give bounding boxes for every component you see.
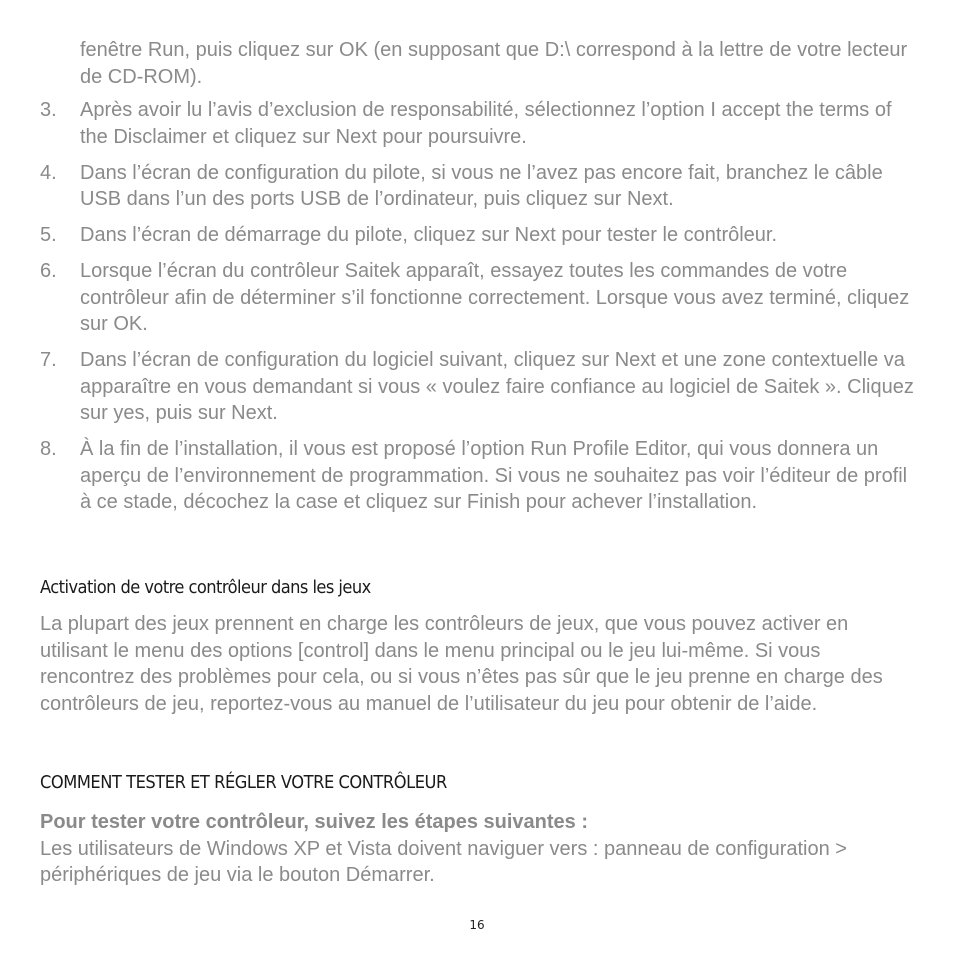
test-heading: COMMENT TESTER ET RÉGLER VOTRE CONTRÔLEUR: [40, 773, 447, 793]
page-number: 16: [469, 918, 485, 932]
test-body: Les utilisateurs de Windows XP et Vista doivent naviguer vers : panneau de configuration > périphériques de jeu via le bouton Démarrer.: [40, 837, 847, 886]
step-number: 7.: [40, 349, 57, 371]
list-item: [40, 222, 920, 249]
activation-paragraph: La plupart des jeux prennent en charge les contrôleurs de jeux, que vous pouvez activer en utilisant le menu des options [control] dans le menu principal ou le jeu lui-même. Si vous rencontrez des problèmes pour cela, ou si vous n’êtes pas sûr que le jeu prenne en charge des contrôleurs de jeu, reportez-vous au manuel de l’utilisateur du jeu pour obtenir de l’aide.: [40, 613, 883, 715]
continuation-text: fenêtre Run, puis cliquez sur OK (en supposant que D:\ correspond à la lettre de votre lecteur de CD-ROM).: [80, 39, 908, 88]
step-number: 6.: [40, 260, 57, 282]
step-text: À la fin de l’installation, il vous est proposé l’option Run Profile Editor, qui vous donnera un aperçu de l’environnement de programmation. Si vous ne souhaitez pas voir l’éditeur de profil à ce stade, décochez la case et cliquez sur Finish pour achever l’installation.: [80, 438, 908, 513]
list-item: [40, 258, 920, 338]
list-item: [40, 97, 920, 150]
test-paragraph: [40, 809, 920, 889]
step-number: 5.: [40, 224, 57, 246]
activation-heading: Activation de votre contrôleur dans les jeux: [40, 578, 371, 598]
step-number: 4.: [40, 161, 57, 184]
step-text: Dans l’écran de configuration du pilote, si vous ne l’avez pas encore fait, branchez le câble USB dans l’un des ports USB de l’ordinateur, puis cliquez sur Next.: [80, 161, 883, 210]
test-intro-bold: Pour tester votre contrôleur, suivez les étapes suivantes :: [40, 811, 588, 833]
step-number: 8.: [40, 438, 57, 460]
list-item: [40, 436, 920, 516]
step-text: Après avoir lu l’avis d’exclusion de responsabilité, sélectionnez l’option I accept the terms of the Disclaimer et cliquez sur Next pour poursuivre.: [80, 99, 892, 148]
step-text: Dans l’écran de démarrage du pilote, cliquez sur Next pour tester le contrôleur.: [80, 224, 778, 246]
step-text: Dans l’écran de configuration du logiciel suivant, cliquez sur Next et une zone contextuelle va apparaître en vous demandant si vous « voulez faire confiance au logiciel de Saitek ». Cliquez sur yes, puis sur Next.: [80, 349, 914, 424]
list-item: [40, 347, 920, 427]
installation-steps: [40, 97, 920, 525]
step-text: Lorsque l’écran du contrôleur Saitek apparaît, essayez toutes les commandes de votre contrôleur afin de déterminer s’il fonctionne correctement. Lorsque vous avez terminé, cliquez sur OK.: [80, 260, 910, 335]
list-item: [40, 160, 920, 213]
step-number: 3.: [40, 99, 57, 121]
